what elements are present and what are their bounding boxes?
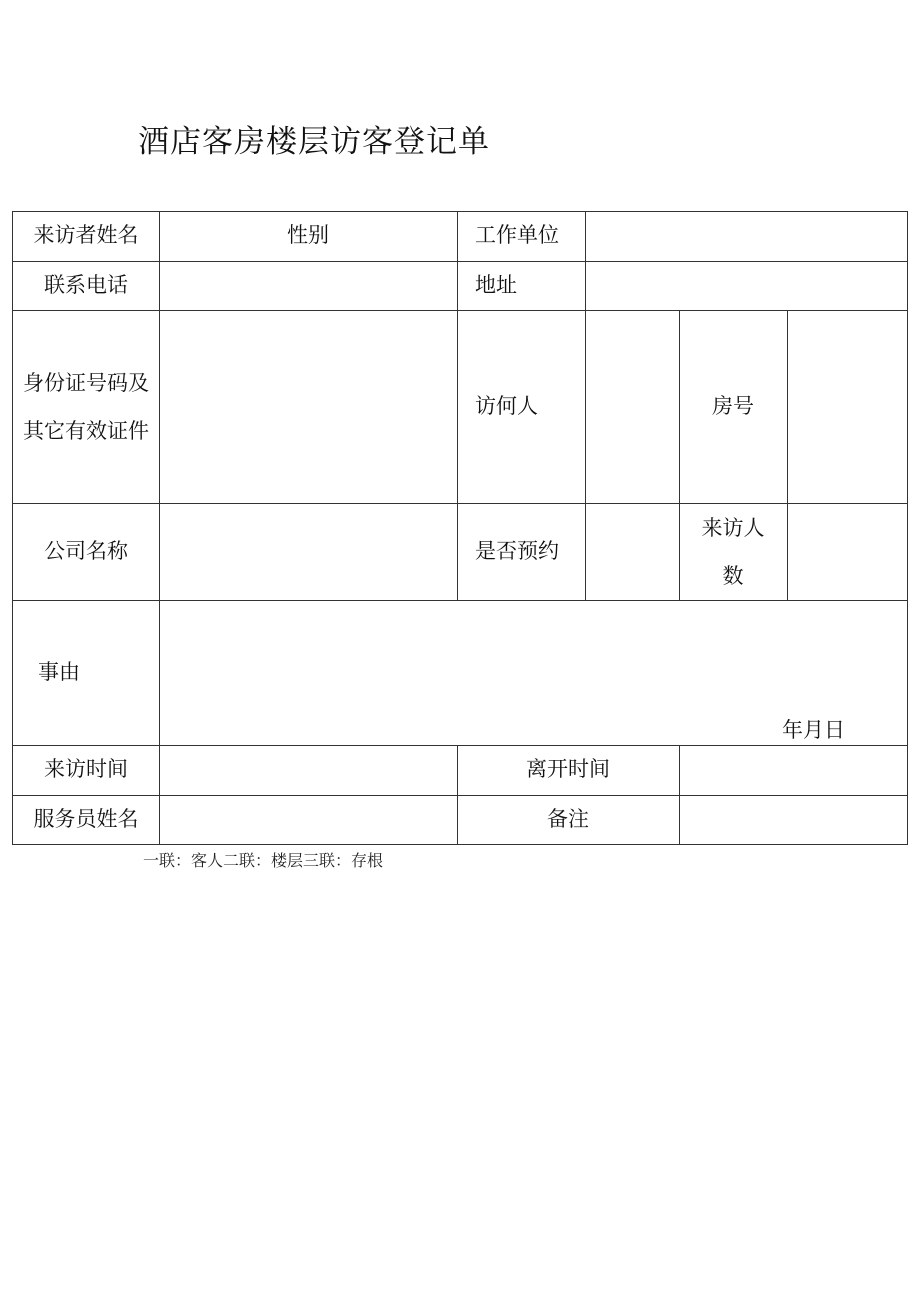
remarks-label: 备注	[547, 806, 589, 831]
id-document-label	[12, 310, 160, 503]
visitor-count-label-line1: 来访人	[701, 515, 765, 540]
company-label: 公司名称	[44, 538, 128, 563]
phone-label: 联系电话	[44, 272, 128, 297]
remarks-field[interactable]	[680, 796, 907, 844]
copy-distribution-note: 一联：客人二联：楼层三联：存根	[143, 851, 384, 870]
work-unit-field[interactable]	[586, 212, 907, 261]
id-document-label-line1: 身份证号码及	[23, 370, 149, 395]
reason-label: 事由	[38, 659, 80, 684]
visitee-field[interactable]	[586, 311, 679, 503]
visitee-label: 访何人	[475, 393, 538, 418]
visitor-name-label: 来访者姓名	[33, 223, 139, 248]
room-number-label: 房号	[712, 393, 754, 418]
room-number-field[interactable]	[788, 311, 907, 503]
staff-name-label: 服务员姓名	[33, 806, 139, 831]
visitor-count-label-line2: 数	[722, 563, 744, 588]
visitor-count-label	[679, 503, 787, 600]
appointment-field[interactable]	[586, 504, 679, 600]
address-label: 地址	[475, 272, 517, 297]
page-title: 酒店客房楼层访客登记单	[138, 124, 490, 160]
id-document-label-line2: 其它有效证件	[23, 418, 149, 443]
leave-time-label: 离开时间	[526, 757, 610, 782]
visit-time-label: 来访时间	[44, 757, 128, 782]
row-divider	[12, 844, 908, 845]
visitor-count-field[interactable]	[788, 504, 907, 600]
visit-time-field[interactable]	[160, 746, 457, 795]
id-document-field[interactable]	[160, 311, 457, 503]
date-label: 年月日	[782, 718, 845, 742]
work-unit-label: 工作单位	[475, 223, 559, 248]
address-field[interactable]	[586, 262, 907, 310]
col-divider	[457, 211, 458, 601]
col-divider	[907, 211, 908, 845]
company-field[interactable]	[160, 504, 457, 600]
appointment-label: 是否预约	[475, 538, 559, 563]
phone-field[interactable]	[160, 262, 457, 310]
gender-label: 性别	[287, 223, 329, 248]
leave-time-field[interactable]	[680, 746, 907, 795]
staff-name-field[interactable]	[160, 796, 457, 844]
